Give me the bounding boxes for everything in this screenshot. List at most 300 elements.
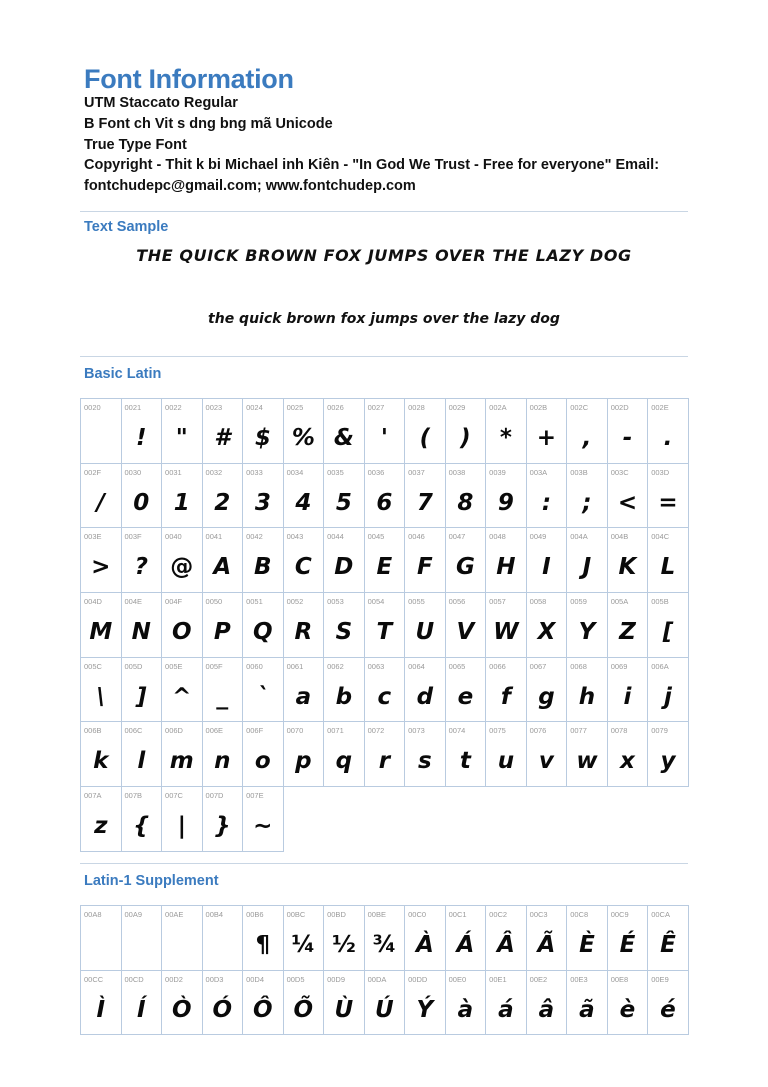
glyph-preview: 4 xyxy=(295,489,312,516)
glyph-cell xyxy=(284,906,325,971)
glyph-cell xyxy=(122,971,163,1036)
codepoint-label: 0072 xyxy=(367,726,385,736)
glyph-preview: s xyxy=(418,748,432,775)
glyph-cell xyxy=(243,464,284,529)
glyph-preview: ½ xyxy=(331,932,356,958)
glyph-cell xyxy=(608,593,649,658)
codepoint-label: 0034 xyxy=(286,467,304,477)
glyph-cell xyxy=(284,593,325,658)
glyph-preview: n xyxy=(214,748,231,775)
glyph-cell xyxy=(486,906,527,971)
glyph-cell xyxy=(162,658,203,723)
glyph-preview: Q xyxy=(253,619,273,646)
glyph-cell xyxy=(648,528,689,593)
glyph-cell xyxy=(486,971,527,1036)
codepoint-label: 0053 xyxy=(327,597,344,607)
codepoint-label: 00C2 xyxy=(489,910,508,919)
glyph-cell xyxy=(486,464,527,529)
glyph-cell xyxy=(527,528,568,593)
glyph-cell xyxy=(446,906,487,971)
glyph-cell xyxy=(122,658,163,723)
codepoint-label: 002D xyxy=(610,403,629,412)
glyph-cell xyxy=(81,399,122,464)
glyph-preview: > xyxy=(91,554,111,581)
glyph-cell xyxy=(486,658,527,723)
codepoint-label: 00C0 xyxy=(408,910,427,919)
codepoint-label: 0042 xyxy=(246,532,263,542)
glyph-cell xyxy=(122,787,163,852)
glyph-cell xyxy=(648,906,689,971)
codepoint-label: 0051 xyxy=(246,597,263,607)
glyph-cell xyxy=(243,399,284,464)
glyph-preview: . xyxy=(663,425,673,451)
font-description: B Font ch Vit s dng bng mã Unicode xyxy=(84,116,333,132)
glyph-preview: É xyxy=(619,932,636,958)
glyph-preview: m xyxy=(169,748,194,775)
glyph-preview: * xyxy=(499,425,512,451)
glyph-cell xyxy=(648,593,689,658)
glyph-preview: \ xyxy=(96,683,105,710)
glyph-preview: G xyxy=(455,554,475,581)
glyph-cell xyxy=(527,658,568,723)
glyph-preview: 6 xyxy=(376,489,393,516)
codepoint-label: 003B xyxy=(570,467,588,477)
glyph-cell xyxy=(446,971,487,1036)
glyph-cell xyxy=(203,593,244,658)
glyph-cell xyxy=(324,399,365,464)
glyph-cell xyxy=(284,722,325,787)
codepoint-label: 002C xyxy=(570,403,589,412)
glyph-cell xyxy=(567,971,608,1036)
glyph-preview: 2 xyxy=(214,489,231,516)
codepoint-label: 003D xyxy=(651,467,670,477)
glyph-cell xyxy=(81,464,122,529)
codepoint-label: 00B4 xyxy=(205,910,224,919)
glyph-cell xyxy=(203,906,244,971)
glyph-preview: " xyxy=(175,425,188,451)
glyph-preview: ã xyxy=(579,996,595,1023)
glyph-cell xyxy=(365,722,406,787)
glyph-preview: T xyxy=(376,619,393,646)
glyph-preview: 5 xyxy=(335,489,352,516)
codepoint-label: 006D xyxy=(165,726,183,736)
glyph-cell xyxy=(162,464,203,529)
glyph-cell xyxy=(243,658,284,723)
glyph-cell xyxy=(122,593,163,658)
glyph-cell xyxy=(122,906,163,971)
basic-latin-grid xyxy=(80,398,689,852)
codepoint-label: 0069 xyxy=(610,661,628,671)
glyph-preview: á xyxy=(498,996,514,1023)
glyph-cell xyxy=(243,906,284,971)
glyph-preview: Â xyxy=(497,932,515,958)
glyph-preview: ) xyxy=(460,425,471,451)
glyph-cell xyxy=(446,658,487,723)
glyph-preview: I xyxy=(542,554,551,581)
glyph-cell xyxy=(567,658,608,723)
glyph-cell xyxy=(324,971,365,1036)
glyph-preview: + xyxy=(536,425,557,451)
codepoint-label: 00DA xyxy=(367,974,387,984)
glyph-cell xyxy=(203,399,244,464)
glyph-preview: h xyxy=(578,683,596,710)
codepoint-label: 006B xyxy=(84,726,102,736)
glyph-cell xyxy=(608,399,649,464)
glyph-preview: i xyxy=(623,683,632,710)
codepoint-label: 0027 xyxy=(367,403,385,412)
codepoint-label: 005A xyxy=(610,597,629,607)
codepoint-label: 0063 xyxy=(367,661,385,671)
codepoint-label: 00D9 xyxy=(327,974,346,984)
glyph-preview: = xyxy=(658,489,678,516)
sample-uppercase: THE QUICK BROWN FOX JUMPS OVER THE LAZY DOG xyxy=(136,246,632,265)
codepoint-label: 00BE xyxy=(367,910,386,919)
glyph-cell xyxy=(243,787,284,852)
codepoint-label: 0024 xyxy=(246,403,263,412)
glyph-cell xyxy=(405,399,446,464)
codepoint-label: 0049 xyxy=(529,532,547,542)
glyph-preview: U xyxy=(415,619,435,646)
glyph-cell xyxy=(203,658,244,723)
glyph-preview: d xyxy=(416,683,434,710)
glyph-preview: a xyxy=(295,683,312,710)
codepoint-label: 004D xyxy=(84,597,102,607)
codepoint-label: 0077 xyxy=(570,726,587,736)
glyph-preview: ¼ xyxy=(291,932,316,958)
codepoint-label: 002A xyxy=(489,403,507,412)
glyph-cell xyxy=(81,787,122,852)
codepoint-label: 0054 xyxy=(367,597,385,607)
glyph-cell xyxy=(122,528,163,593)
glyph-preview: { xyxy=(133,813,150,840)
codepoint-label: 005B xyxy=(651,597,669,607)
glyph-preview: A xyxy=(213,554,232,581)
codepoint-label: 005F xyxy=(205,661,223,671)
glyph-preview: p xyxy=(295,748,312,775)
codepoint-label: 0061 xyxy=(286,661,304,671)
glyph-cell xyxy=(324,658,365,723)
codepoint-label: 0079 xyxy=(651,726,668,736)
codepoint-label: 005D xyxy=(124,661,143,671)
codepoint-label: 0073 xyxy=(408,726,425,736)
font-name: UTM Staccato Regular xyxy=(84,95,238,111)
codepoint-label: 0074 xyxy=(448,726,466,736)
codepoint-label: 0070 xyxy=(286,726,304,736)
codepoint-label: 0028 xyxy=(408,403,425,412)
glyph-cell xyxy=(324,722,365,787)
codepoint-label: 003E xyxy=(84,532,102,542)
codepoint-label: 0023 xyxy=(205,403,223,412)
glyph-preview: Ù xyxy=(334,996,354,1023)
font-copyright: Copyright - Thit k bi Michael inh Kiên - "In God We Trust - Free for everyone" Email: xyxy=(84,157,660,173)
section-title-basic-latin: Basic Latin xyxy=(84,366,162,382)
glyph-preview: N xyxy=(131,619,151,646)
glyph-cell xyxy=(527,464,568,529)
glyph-preview: ] xyxy=(136,683,147,710)
codepoint-label: 00E8 xyxy=(610,974,629,984)
glyph-preview: f xyxy=(500,683,511,710)
glyph-preview: w xyxy=(576,748,598,775)
codepoint-label: 0075 xyxy=(489,726,506,736)
glyph-preview: â xyxy=(538,996,555,1023)
glyph-preview: S xyxy=(335,619,353,646)
codepoint-label: 006A xyxy=(651,661,669,671)
divider xyxy=(80,356,688,357)
glyph-cell xyxy=(405,906,446,971)
glyph-preview: Ã xyxy=(537,932,556,958)
glyph-preview: ( xyxy=(419,425,431,451)
codepoint-label: 007E xyxy=(246,791,264,801)
glyph-cell xyxy=(162,787,203,852)
glyph-preview: , xyxy=(582,425,592,451)
codepoint-label: 007A xyxy=(84,791,102,801)
glyph-preview: Ò xyxy=(172,996,192,1023)
glyph-preview: Z xyxy=(619,619,636,646)
codepoint-label: 0062 xyxy=(327,661,344,671)
glyph-cell xyxy=(608,658,649,723)
glyph-cell xyxy=(324,528,365,593)
glyph-preview: ? xyxy=(134,554,148,581)
glyph-cell xyxy=(405,528,446,593)
codepoint-label: 00C8 xyxy=(570,910,589,919)
codepoint-label: 0020 xyxy=(84,403,101,412)
codepoint-label: 002E xyxy=(651,403,669,412)
codepoint-label: 0026 xyxy=(327,403,344,412)
glyph-preview: Ú xyxy=(375,996,394,1023)
codepoint-label: 0058 xyxy=(529,597,547,607)
glyph-cell xyxy=(567,593,608,658)
codepoint-label: 0032 xyxy=(205,467,223,477)
codepoint-label: 00C9 xyxy=(610,910,629,919)
codepoint-label: 0050 xyxy=(205,597,223,607)
glyph-cell xyxy=(527,722,568,787)
glyph-cell xyxy=(162,971,203,1036)
codepoint-label: 006F xyxy=(246,726,264,736)
font-info-title: Font Information xyxy=(84,64,294,94)
glyph-cell xyxy=(527,906,568,971)
glyph-preview: J xyxy=(582,554,592,581)
codepoint-label: 0041 xyxy=(205,532,223,542)
glyph-preview: y xyxy=(660,748,676,775)
glyph-preview: k xyxy=(93,748,109,775)
glyph-preview: } xyxy=(214,813,231,840)
glyph-cell xyxy=(203,787,244,852)
glyph-cell xyxy=(162,399,203,464)
divider xyxy=(80,863,688,864)
codepoint-label: 004E xyxy=(124,597,143,607)
glyph-preview: | xyxy=(177,813,186,840)
glyph-cell xyxy=(365,464,406,529)
glyph-cell xyxy=(608,528,649,593)
glyph-preview: ; xyxy=(582,489,592,516)
glyph-preview: Ý xyxy=(416,996,434,1023)
glyph-preview: X xyxy=(537,619,556,646)
codepoint-label: 0052 xyxy=(286,597,304,607)
glyph-preview: z xyxy=(94,813,108,840)
glyph-cell xyxy=(81,906,122,971)
codepoint-label: 006E xyxy=(205,726,224,736)
glyph-preview: < xyxy=(617,489,638,516)
codepoint-label: 0065 xyxy=(448,661,466,671)
glyph-cell xyxy=(486,399,527,464)
glyph-cell xyxy=(203,722,244,787)
glyph-cell xyxy=(365,399,406,464)
codepoint-label: 00CD xyxy=(124,974,144,984)
glyph-cell xyxy=(162,722,203,787)
codepoint-label: 0055 xyxy=(408,597,425,607)
codepoint-label: 0060 xyxy=(246,661,263,671)
codepoint-label: 0047 xyxy=(448,532,466,542)
codepoint-label: 0046 xyxy=(408,532,425,542)
codepoint-label: 004B xyxy=(610,532,629,542)
codepoint-label: 003A xyxy=(529,467,548,477)
glyph-preview: D xyxy=(334,554,354,581)
codepoint-label: 0071 xyxy=(327,726,344,736)
glyph-preview: @ xyxy=(170,554,194,581)
glyph-preview: b xyxy=(335,683,353,710)
codepoint-label: 00E2 xyxy=(529,974,548,984)
glyph-preview: C xyxy=(294,554,312,581)
codepoint-label: 002F xyxy=(84,467,102,477)
glyph-cell xyxy=(243,971,284,1036)
codepoint-label: 00DD xyxy=(408,974,428,984)
glyph-cell xyxy=(122,399,163,464)
glyph-cell xyxy=(365,971,406,1036)
codepoint-label: 004F xyxy=(165,597,183,607)
glyph-preview: : xyxy=(541,489,552,516)
glyph-cell xyxy=(81,528,122,593)
codepoint-label: 0033 xyxy=(246,467,263,477)
codepoint-label: 0067 xyxy=(529,661,547,671)
glyph-preview: L xyxy=(660,554,676,581)
glyph-cell xyxy=(405,464,446,529)
glyph-cell xyxy=(162,593,203,658)
glyph-cell xyxy=(365,528,406,593)
glyph-cell xyxy=(203,464,244,529)
glyph-cell xyxy=(284,658,325,723)
codepoint-label: 00BC xyxy=(286,910,306,919)
glyph-cell xyxy=(162,528,203,593)
glyph-cell xyxy=(405,722,446,787)
codepoint-label: 005E xyxy=(165,661,183,671)
glyph-preview: e xyxy=(457,683,474,710)
glyph-preview: # xyxy=(214,425,231,451)
codepoint-label: 002B xyxy=(529,403,548,412)
glyph-cell xyxy=(446,464,487,529)
codepoint-label: 0025 xyxy=(286,403,304,412)
glyph-preview: l xyxy=(137,748,146,775)
glyph-preview: H xyxy=(496,554,516,581)
glyph-cell xyxy=(405,971,446,1036)
glyph-preview: 1 xyxy=(173,489,190,516)
glyph-cell xyxy=(648,464,689,529)
glyph-preview: v xyxy=(538,748,554,775)
glyph-cell xyxy=(203,971,244,1036)
glyph-preview: % xyxy=(291,425,315,451)
glyph-cell xyxy=(446,399,487,464)
codepoint-label: 00E9 xyxy=(651,974,669,984)
codepoint-label: 007C xyxy=(165,791,183,801)
codepoint-label: 0037 xyxy=(408,467,425,477)
codepoint-label: 0031 xyxy=(165,467,182,477)
glyph-cell xyxy=(243,528,284,593)
glyph-cell xyxy=(567,464,608,529)
glyph-preview: 0 xyxy=(133,489,150,516)
glyph-preview: À xyxy=(415,932,434,958)
glyph-cell xyxy=(567,528,608,593)
codepoint-label: 0068 xyxy=(570,661,587,671)
glyph-preview: K xyxy=(618,554,637,581)
glyph-preview: _ xyxy=(216,683,229,710)
glyph-cell xyxy=(567,722,608,787)
glyph-cell xyxy=(284,528,325,593)
section-title-text-sample: Text Sample xyxy=(84,219,169,235)
codepoint-label: 0045 xyxy=(367,532,385,542)
glyph-cell xyxy=(284,971,325,1036)
glyph-cell xyxy=(284,399,325,464)
glyph-cell xyxy=(567,906,608,971)
codepoint-label: 00A8 xyxy=(84,910,102,919)
glyph-cell xyxy=(81,658,122,723)
codepoint-label: 0043 xyxy=(286,532,304,542)
glyph-cell xyxy=(405,593,446,658)
glyph-preview: g xyxy=(538,683,555,710)
glyph-cell xyxy=(81,971,122,1036)
glyph-preview: P xyxy=(213,619,231,646)
glyph-cell xyxy=(81,593,122,658)
codepoint-label: 00AE xyxy=(165,910,184,919)
glyph-preview: q xyxy=(335,748,353,775)
glyph-preview: M xyxy=(89,619,113,646)
codepoint-label: 00C3 xyxy=(529,910,548,919)
glyph-preview: W xyxy=(493,619,519,646)
glyph-cell xyxy=(648,722,689,787)
glyph-preview: ! xyxy=(136,425,147,451)
glyph-cell xyxy=(486,528,527,593)
codepoint-label: 004A xyxy=(570,532,588,542)
glyph-cell xyxy=(527,593,568,658)
codepoint-label: 00D4 xyxy=(246,974,264,984)
codepoint-label: 0039 xyxy=(489,467,506,477)
codepoint-label: 0059 xyxy=(570,597,587,607)
glyph-preview: ` xyxy=(257,683,269,710)
glyph-cell xyxy=(527,399,568,464)
glyph-cell xyxy=(486,722,527,787)
glyph-cell xyxy=(122,464,163,529)
glyph-cell xyxy=(81,722,122,787)
codepoint-label: 00C1 xyxy=(448,910,467,919)
glyph-preview: Y xyxy=(578,619,596,646)
glyph-cell xyxy=(243,593,284,658)
glyph-cell xyxy=(284,464,325,529)
glyph-preview: 9 xyxy=(497,489,514,516)
codepoint-label: 0057 xyxy=(489,597,506,607)
codepoint-label: 007B xyxy=(124,791,143,801)
codepoint-label: 00E3 xyxy=(570,974,588,984)
glyph-preview: 8 xyxy=(457,489,474,516)
codepoint-label: 0048 xyxy=(489,532,506,542)
glyph-preview: à xyxy=(457,996,474,1023)
codepoint-label: 006C xyxy=(124,726,143,736)
sample-lowercase: the quick brown fox jumps over the lazy dog xyxy=(208,311,560,327)
codepoint-label: 0044 xyxy=(327,532,344,542)
glyph-cell xyxy=(446,722,487,787)
glyph-cell xyxy=(567,399,608,464)
glyph-cell xyxy=(648,658,689,723)
font-contact: fontchudepc@gmail.com; www.fontchudep.com xyxy=(84,178,416,194)
divider xyxy=(80,211,688,212)
glyph-preview: è xyxy=(619,996,636,1023)
